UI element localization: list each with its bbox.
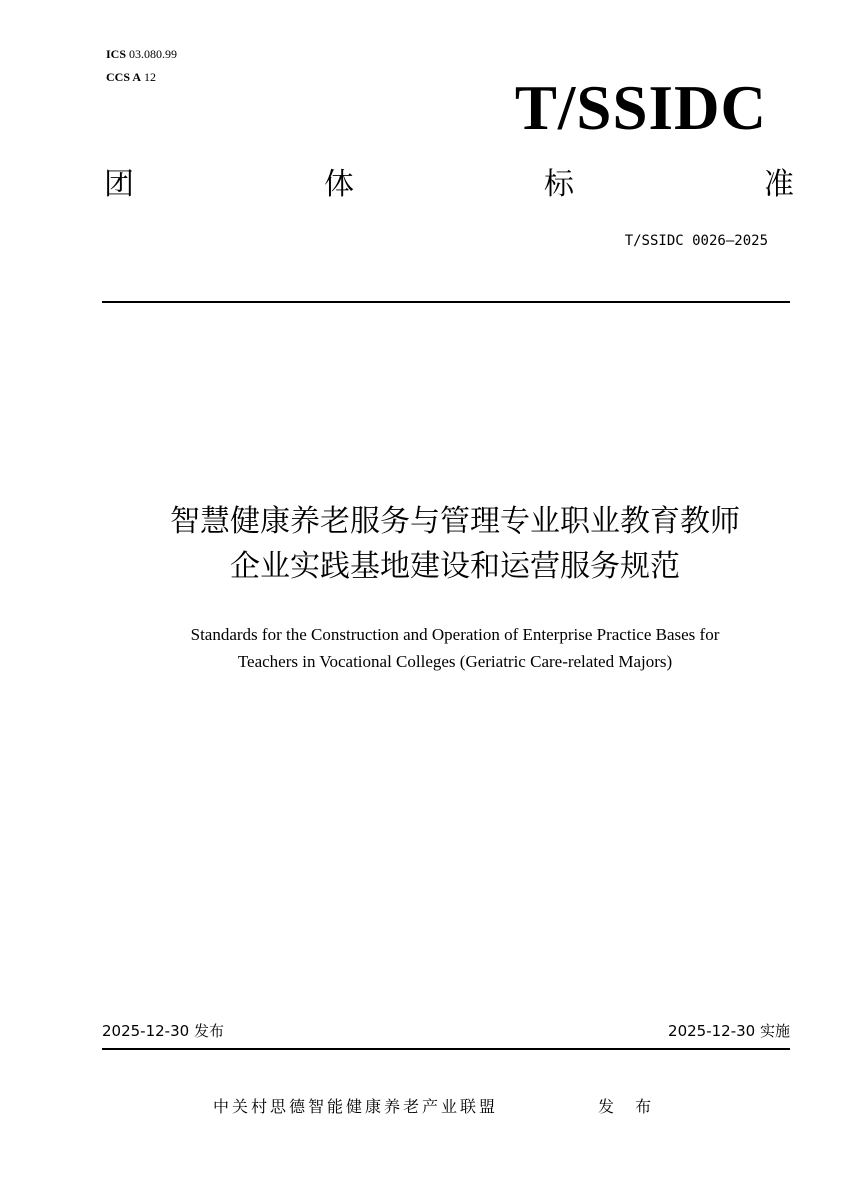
ccs-classification [106,70,156,84]
title-chinese-line-2: 企业实践基地建设和运营服务规范 [230,549,680,584]
title-english-line-2: Teachers in Vocational Colleges (Geriatric Care-related Majors) [237,652,673,671]
publisher-name: 中关村思德智能健康养老产业联盟 [213,1097,499,1116]
implement-date: 2025-12-30 实施 [668,1022,790,1040]
ics-label: ICS [106,47,127,61]
ics-code: 03.080.99 [129,47,178,61]
top-divider [102,301,790,303]
standard-type [104,165,794,205]
standard-number: T/SSIDC 0026—2025 [624,233,768,249]
standard-type-char: 准 [764,167,794,202]
standard-type-char: 体 [324,167,354,202]
title-english-line-1: Standards for the Construction and Operation of Enterprise Practice Bases for [190,625,720,644]
ccs-label: CCS A [106,70,142,84]
organization-code: T/SSIDC [514,73,767,143]
bottom-divider [102,1048,790,1050]
title-chinese-line-1: 智慧健康养老服务与管理专业职业教育教师 [170,504,740,539]
publish-date: 2025-12-30 发布 [102,1022,224,1040]
publish-label: 发 布 [598,1097,660,1116]
standard-type-char: 团 [104,167,134,202]
standard-type-char: 标 [544,167,574,202]
ccs-code: 12 [144,70,157,84]
ics-classification [106,47,177,61]
